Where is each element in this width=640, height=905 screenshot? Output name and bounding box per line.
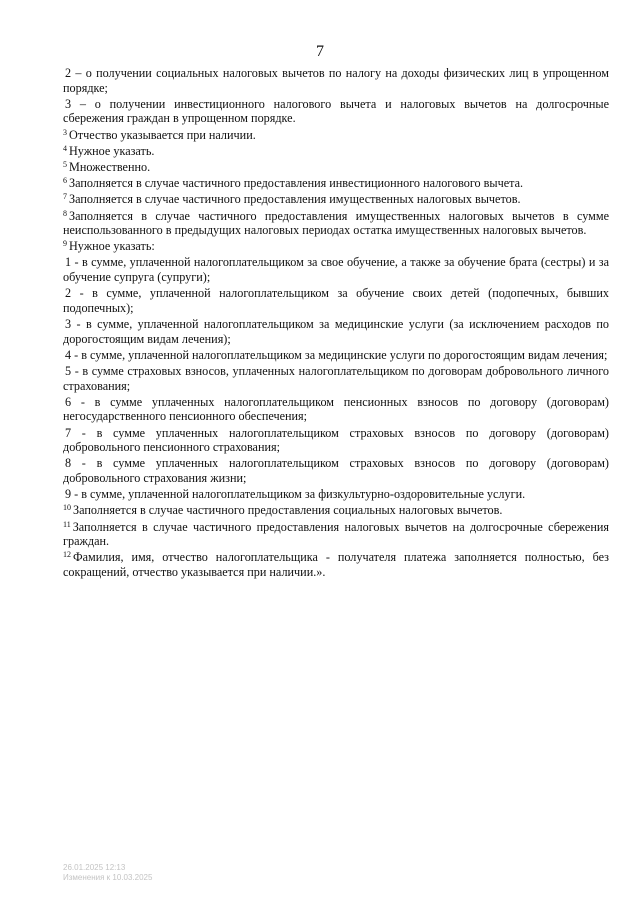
list-item — [63, 255, 609, 284]
paragraph-text: 9 - в сумме, уплаченной налогоплательщиком за физкультурно-оздоровительные услуги. — [65, 487, 526, 502]
footnote-12 — [63, 550, 609, 579]
footnote-marker: 6 — [63, 176, 67, 186]
footnote-4 — [63, 144, 609, 159]
list-item — [63, 286, 609, 315]
stamp-line: Изменения к 10.03.2025 — [63, 873, 153, 882]
paragraph-text: 3 - в сумме, уплаченной налогоплательщиком за медицинские услуги (за исключением расходов по дорогостоящим видам лечения); — [63, 317, 609, 346]
footnote-10 — [63, 503, 609, 518]
paragraph-text: 2 – о получении социальных налоговых вычетов по налогу на доходы физических лиц в упрощенном порядке; — [63, 66, 609, 95]
list-item — [63, 317, 609, 346]
document-body — [63, 66, 609, 581]
paragraph-text: 4 - в сумме, уплаченной налогоплательщиком за медицинские услуги по дорогостоящим видам лечения; — [65, 347, 608, 362]
paragraph-text: 7 - в сумме уплаченных налогоплательщиком страховых взносов по договору (договорам) добровольного пенсионного страхования; — [63, 425, 609, 455]
footnote-marker: 5 — [63, 159, 67, 169]
footnote-3 — [63, 128, 609, 143]
list-item — [63, 348, 609, 363]
paragraph — [63, 66, 609, 95]
page-number: 7 — [316, 43, 324, 60]
list-item — [63, 487, 609, 502]
footnote-5 — [63, 160, 609, 175]
footnote-11 — [63, 520, 609, 549]
paragraph-text: 6 - в сумме уплаченных налогоплательщиком пенсионных взносов по договору (договорам) негосударственного пенсионного обеспечения; — [63, 394, 609, 424]
paragraph-text: Фамилия, имя, отчество налогоплательщика - получателя платежа заполняется полностью, без сокращений, отчество указывается при наличии.». — [63, 550, 609, 579]
paragraph — [63, 97, 609, 126]
footnote-9 — [63, 239, 609, 254]
stamp-line: 26.01.2025 12:13 — [63, 863, 126, 872]
list-item — [63, 456, 609, 485]
paragraph-text: Заполняется в случае частичного предоставления имущественных налоговых вычетов. — [69, 192, 521, 207]
paragraph-text: Множественно. — [69, 159, 151, 174]
paragraph-text: Заполняется в случае частичного предоставления социальных налоговых вычетов. — [73, 503, 503, 518]
paragraph-text: 3 – о получении инвестиционного налогового вычета и налоговых вычетов на долгосрочные сбережения граждан в упрощенном порядке. — [63, 96, 609, 126]
footnote-marker: 12 — [63, 550, 71, 560]
faded-stamp — [63, 863, 152, 883]
paragraph-text: 1 - в сумме, уплаченной налогоплательщиком за свое обучение, а также за обучение брата (сестры) и за обучение супруга (супруги); — [63, 255, 609, 285]
footnote-7 — [63, 192, 609, 207]
paragraph-text: 5 - в сумме страховых взносов, уплаченных налогоплательщиком по договорам добровольного личного страхования; — [63, 364, 609, 393]
footnote-marker: 9 — [63, 239, 67, 249]
list-item — [63, 395, 609, 424]
paragraph-text: Нужное указать. — [69, 143, 155, 158]
footnote-marker: 11 — [63, 519, 71, 529]
list-item — [63, 364, 609, 393]
paragraph-text: Отчество указывается при наличии. — [69, 127, 256, 142]
list-item — [63, 426, 609, 455]
paragraph-text: Заполняется в случае частичного предоставления имущественных налоговых вычетов в сумме неиспользованного в предыдущих налоговых периодах остатка имущественных налоговых вычетов. — [63, 208, 609, 238]
footnote-marker: 7 — [63, 192, 67, 202]
footnote-8 — [63, 209, 609, 238]
paragraph-text: 2 - в сумме, уплаченной налогоплательщиком за обучение своих детей (подопечных, бывших подопечных); — [63, 286, 609, 315]
paragraph-text: Заполняется в случае частичного предоставления налоговых вычетов на долгосрочные сбережения граждан. — [63, 519, 609, 549]
footnote-marker: 3 — [63, 127, 67, 137]
footnote-marker: 10 — [63, 503, 71, 513]
paragraph-text: Нужное указать: — [69, 239, 155, 254]
footnote-marker: 8 — [63, 208, 67, 218]
footnote-marker: 4 — [63, 143, 67, 153]
paragraph-text: 8 - в сумме уплаченных налогоплательщиком страховых взносов по договору (договорам) добровольного страхования жизни; — [63, 456, 609, 485]
footnote-6 — [63, 176, 609, 191]
paragraph-text: Заполняется в случае частичного предоставления инвестиционного налогового вычета. — [69, 176, 524, 191]
